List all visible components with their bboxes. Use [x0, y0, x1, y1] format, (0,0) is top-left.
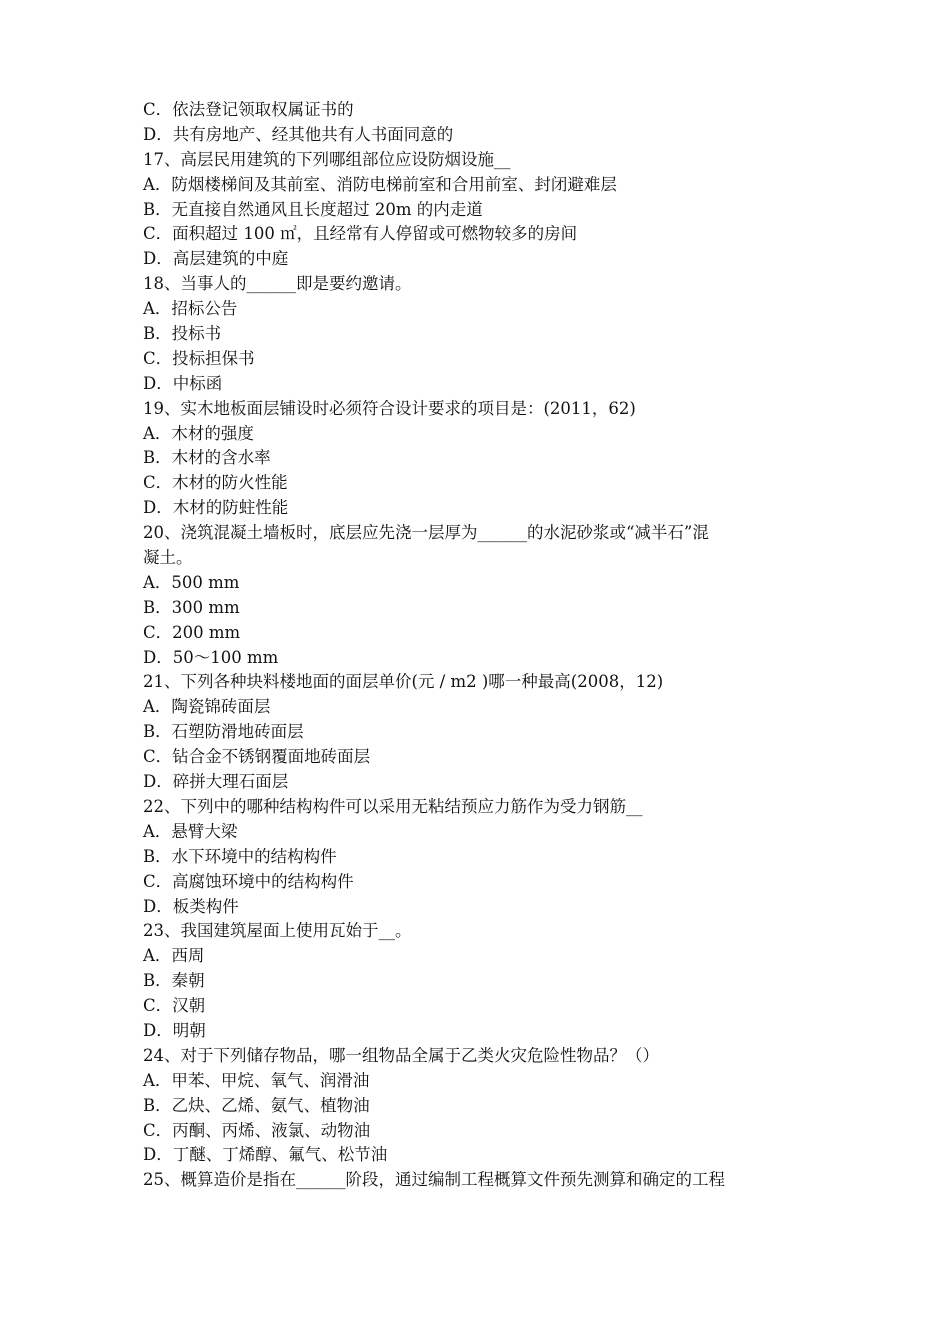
option-line: A．甲苯、甲烷、氧气、润滑油 [143, 1070, 370, 1090]
question-17: 17、高层民用建筑的下列哪组部位应设防烟设施__ [143, 149, 511, 169]
option-line: B．石塑防滑地砖面层 [143, 722, 304, 742]
question-20: 20、浇筑混凝土墙板时，底层应先浇一层厚为______的水泥砂浆或“减半石”混 [143, 523, 709, 543]
option-line: D．板类构件 [143, 896, 239, 916]
question-19: 19、实木地板面层铺设时必须符合设计要求的项目是：(2011，62) [143, 398, 636, 418]
option-line: B．水下环境中的结构构件 [143, 846, 337, 866]
text-line: D．共有房地产、经其他共有人书面同意的 [143, 124, 454, 144]
question-21: 21、下列各种块料楼地面的面层单价(元 / m2 )哪一种最高(2008，12) [143, 672, 664, 692]
option-line: A．悬臂大梁 [143, 821, 238, 841]
question-22: 22、下列中的哪种结构构件可以采用无粘结预应力筋作为受力钢筋__ [143, 796, 643, 816]
question-18: 18、当事人的______即是要约邀请。 [143, 274, 412, 294]
question-23: 23、我国建筑屋面上使用瓦始于__。 [143, 921, 412, 941]
question-25: 25、概算造价是指在______阶段，通过编制工程概算文件预先测算和确定的工程 [143, 1170, 725, 1190]
option-line: C．钻合金不锈钢覆面地砖面层 [143, 747, 371, 767]
option-line: C．高腐蚀环境中的结构构件 [143, 871, 354, 891]
option-line: C．200 mm [143, 622, 241, 642]
option-line: B．无直接自然通风且长度超过 20m 的内走道 [143, 199, 483, 219]
option-line: B．乙炔、乙烯、氨气、植物油 [143, 1095, 370, 1115]
option-line: D．中标函 [143, 373, 223, 393]
option-line: A．防烟楼梯间及其前室、消防电梯前室和合用前室、封闭避难层 [143, 174, 617, 194]
option-line: A．500 mm [143, 572, 240, 592]
option-line: D．丁醚、丁烯醇、氟气、松节油 [143, 1145, 388, 1165]
option-line: C．面积超过 100 ㎡，且经常有人停留或可燃物较多的房间 [143, 224, 578, 244]
option-line: D．高层建筑的中庭 [143, 249, 289, 269]
option-line: B．投标书 [143, 324, 222, 344]
option-line: A．木材的强度 [143, 423, 254, 443]
document-body [143, 98, 815, 1193]
option-line: C．汉朝 [143, 996, 206, 1016]
option-line: D．碎拼大理石面层 [143, 772, 289, 792]
option-line: B．300 mm [143, 597, 240, 617]
option-line: C．投标担保书 [143, 348, 255, 368]
option-line: B．秦朝 [143, 971, 205, 991]
option-line: D．50～100 mm [143, 647, 279, 667]
option-line: A．西周 [143, 946, 205, 966]
option-line: B．木材的含水率 [143, 448, 271, 468]
option-line: D．明朝 [143, 1020, 206, 1040]
option-line: D．木材的防蛀性能 [143, 498, 289, 518]
text-line: C．依法登记领取权属证书的 [143, 100, 354, 119]
option-line: A．陶瓷锦砖面层 [143, 697, 271, 717]
option-line: C．丙酮、丙烯、液氯、动物油 [143, 1120, 371, 1140]
question-24: 24、对于下列储存物品，哪一组物品全属于乙类火灾危险性物品？（） [143, 1045, 659, 1065]
question-20-continued: 凝土。 [143, 548, 193, 568]
option-line: A．招标公告 [143, 299, 238, 319]
option-line: C．木材的防火性能 [143, 473, 288, 493]
